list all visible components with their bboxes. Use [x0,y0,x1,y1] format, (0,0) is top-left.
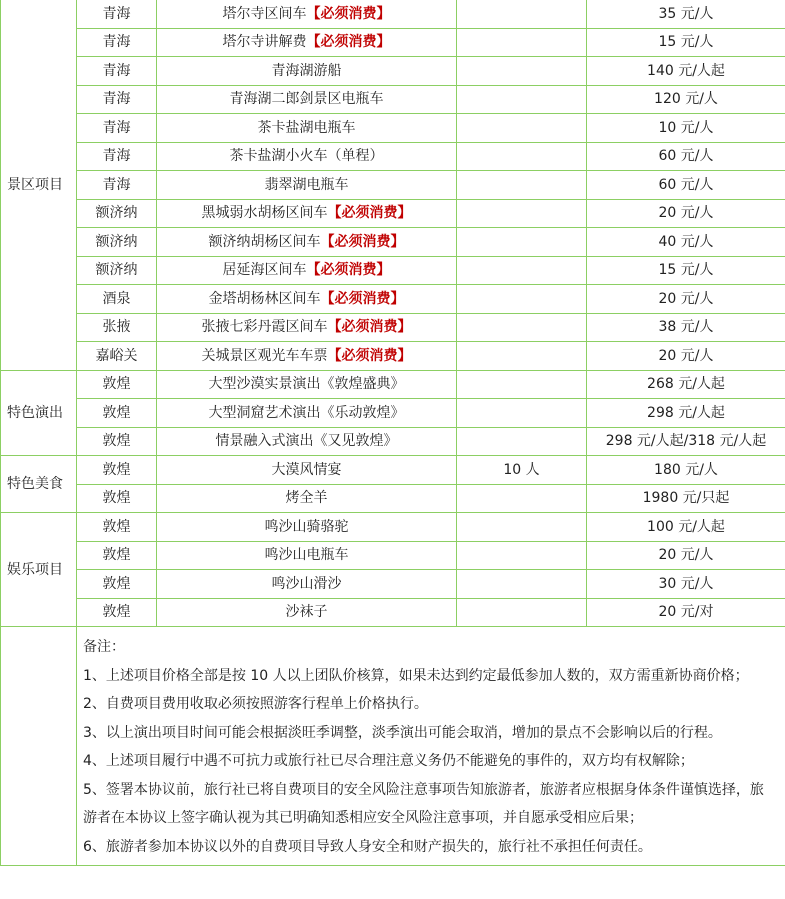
item-name: 大型洞窟艺术演出《乐动敦煌》 [208,404,405,421]
table-row [1,199,785,228]
min-people-cell [457,57,587,86]
item-name-cell [157,598,457,627]
item-name: 黑城弱水胡杨区间车 [201,205,328,222]
item-name: 大型沙漠实景演出《敦煌盛典》 [208,376,405,393]
location-cell: 敦煌 [77,456,157,485]
item-name-cell [157,114,457,143]
price-cell: 15 元/人 [587,28,785,57]
location-cell: 青海 [77,114,157,143]
note-line: 1、上述项目价格全部是按 10 人以上团队价核算，如果未达到约定最低参加人数的，双方需重新协商价格； [83,667,749,684]
item-name-cell [157,285,457,314]
table-row [1,484,785,513]
location-cell: 额济纳 [77,256,157,285]
item-name: 塔尔寺讲解费 [222,34,307,51]
table-row [1,570,785,599]
location-cell: 敦煌 [77,598,157,627]
table-row [1,171,785,200]
table-row [1,456,785,485]
item-name-cell [157,456,457,485]
table-row [1,342,785,371]
item-name: 翡翠湖电瓶车 [264,176,349,193]
min-people-cell [457,399,587,428]
item-name-cell [157,570,457,599]
item-name: 青海湖二郎剑景区电瓶车 [229,91,384,108]
location-cell: 青海 [77,0,157,28]
price-cell: 1980 元/只起 [587,484,785,513]
table-row [1,399,785,428]
min-people-cell [457,598,587,627]
min-people-cell: 10 人 [457,456,587,485]
location-cell: 青海 [77,142,157,171]
item-name: 张掖七彩丹霞区间车 [201,319,328,336]
price-cell: 180 元/人 [587,456,785,485]
table-row [1,85,785,114]
price-cell: 20 元/人 [587,541,785,570]
category-cell: 景区项目 [1,0,77,370]
item-name: 茶卡盐湖小火车（单程） [229,148,384,165]
location-cell: 酒泉 [77,285,157,314]
price-cell: 298 元/人起 [587,399,785,428]
item-name: 鸣沙山电瓶车 [264,547,349,564]
location-cell: 青海 [77,171,157,200]
note-line: 2、自费项目费用收取必须按照游客行程单上价格执行。 [83,696,428,712]
min-people-cell [457,114,587,143]
item-name: 茶卡盐湖电瓶车 [257,119,356,136]
price-cell: 140 元/人起 [587,57,785,86]
item-name-cell [157,342,457,371]
min-people-cell [457,285,587,314]
table-row [1,228,785,257]
notes-cell [77,627,785,866]
table-row [1,427,785,456]
location-cell: 青海 [77,28,157,57]
location-cell: 敦煌 [77,570,157,599]
item-name: 鸣沙山骑骆驼 [264,518,349,535]
table-row [1,370,785,399]
table-row [1,28,785,57]
location-cell: 敦煌 [77,513,157,542]
price-cell: 15 元/人 [587,256,785,285]
notes-label-cell [1,627,77,866]
table-row [1,57,785,86]
category-cell: 特色美食 [1,456,77,513]
note-line: 6、旅游者参加本协议以外的自费项目导致人身安全和财产损失的，旅行社不承担任何责任。 [83,838,652,855]
location-cell: 敦煌 [77,399,157,428]
item-name: 情景融入式演出《又见敦煌》 [215,433,398,450]
item-name-cell [157,85,457,114]
location-cell: 青海 [77,57,157,86]
min-people-cell [457,427,587,456]
min-people-cell [457,513,587,542]
price-cell: 40 元/人 [587,228,785,257]
location-cell: 敦煌 [77,541,157,570]
price-cell: 35 元/人 [587,0,785,28]
mandatory-tag: 【必须消费】 [306,5,391,22]
price-cell: 38 元/人 [587,313,785,342]
category-cell: 娱乐项目 [1,513,77,627]
price-cell: 20 元/对 [587,598,785,627]
item-name: 金塔胡杨林区间车 [208,290,321,307]
price-cell: 120 元/人 [587,85,785,114]
location-cell: 敦煌 [77,370,157,399]
item-name-cell [157,313,457,342]
price-cell: 60 元/人 [587,142,785,171]
table-row [1,598,785,627]
item-name-cell [157,228,457,257]
mandatory-tag: 【必须消费】 [320,233,405,250]
table-row [1,285,785,314]
item-name-cell [157,541,457,570]
price-cell: 20 元/人 [587,285,785,314]
price-cell: 100 元/人起 [587,513,785,542]
notes-title: 备注： [83,639,125,655]
item-name: 烤全羊 [285,490,328,507]
mandatory-tag: 【必须消费】 [327,319,412,336]
location-cell: 青海 [77,85,157,114]
min-people-cell [457,142,587,171]
item-name: 沙袜子 [285,604,328,621]
price-cell: 10 元/人 [587,114,785,143]
min-people-cell [457,228,587,257]
location-cell: 张掖 [77,313,157,342]
item-name: 塔尔寺区间车 [222,5,307,22]
min-people-cell [457,484,587,513]
item-name: 关城景区观光车车票 [201,347,328,364]
price-cell: 60 元/人 [587,171,785,200]
table-row [1,541,785,570]
item-name: 大漠风情宴 [271,461,342,478]
location-cell: 敦煌 [77,484,157,513]
item-name-cell [157,199,457,228]
table-row [1,513,785,542]
notes-row [1,627,785,866]
min-people-cell [457,28,587,57]
mandatory-tag: 【必须消费】 [327,205,412,222]
note-line: 4、上述项目履行中遇不可抗力或旅行社已尽合理注意义务仍不能避免的事件的，双方均有权解除； [83,753,694,769]
item-name-cell [157,28,457,57]
note-line: 3、以上演出项目时间可能会根据淡旺季调整，淡季演出可能会取消，增加的景点不会影响以后的行程。 [83,724,722,741]
min-people-cell [457,342,587,371]
mandatory-tag: 【必须消费】 [320,290,405,307]
table-row [1,114,785,143]
min-people-cell [457,370,587,399]
min-people-cell [457,85,587,114]
item-name: 居延海区间车 [222,262,307,279]
table-row [1,0,785,28]
min-people-cell [457,541,587,570]
price-cell: 298 元/人起/318 元/人起 [587,427,785,456]
location-cell: 额济纳 [77,228,157,257]
price-cell: 20 元/人 [587,199,785,228]
item-name-cell [157,484,457,513]
item-name-cell [157,57,457,86]
item-name-cell [157,0,457,28]
price-cell: 20 元/人 [587,342,785,371]
mandatory-tag: 【必须消费】 [306,34,391,51]
category-cell: 特色演出 [1,370,77,456]
min-people-cell [457,0,587,28]
item-name-cell [157,142,457,171]
item-name: 额济纳胡杨区间车 [208,233,321,250]
price-cell: 268 元/人起 [587,370,785,399]
table-row [1,313,785,342]
min-people-cell [457,570,587,599]
item-name: 鸣沙山滑沙 [271,575,342,592]
min-people-cell [457,171,587,200]
price-cell: 30 元/人 [587,570,785,599]
min-people-cell [457,199,587,228]
item-name-cell [157,370,457,399]
location-cell: 嘉峪关 [77,342,157,371]
item-name-cell [157,256,457,285]
location-cell: 额济纳 [77,199,157,228]
table-row [1,142,785,171]
item-name-cell [157,427,457,456]
location-cell: 敦煌 [77,427,157,456]
min-people-cell [457,256,587,285]
mandatory-tag: 【必须消费】 [327,347,412,364]
item-name: 青海湖游船 [271,62,342,79]
item-name-cell [157,171,457,200]
item-name-cell [157,513,457,542]
min-people-cell [457,313,587,342]
mandatory-tag: 【必须消费】 [306,262,391,279]
note-line: 5、签署本协议前，旅行社已将自费项目的安全风险注意事项告知旅游者，旅游者应根据身体条件谨慎选择，旅游者在本协议上签字确认视为其已明确知悉相应安全风险注意事项，并自愿承受相应后果； [83,781,764,826]
table-row [1,256,785,285]
item-name-cell [157,399,457,428]
